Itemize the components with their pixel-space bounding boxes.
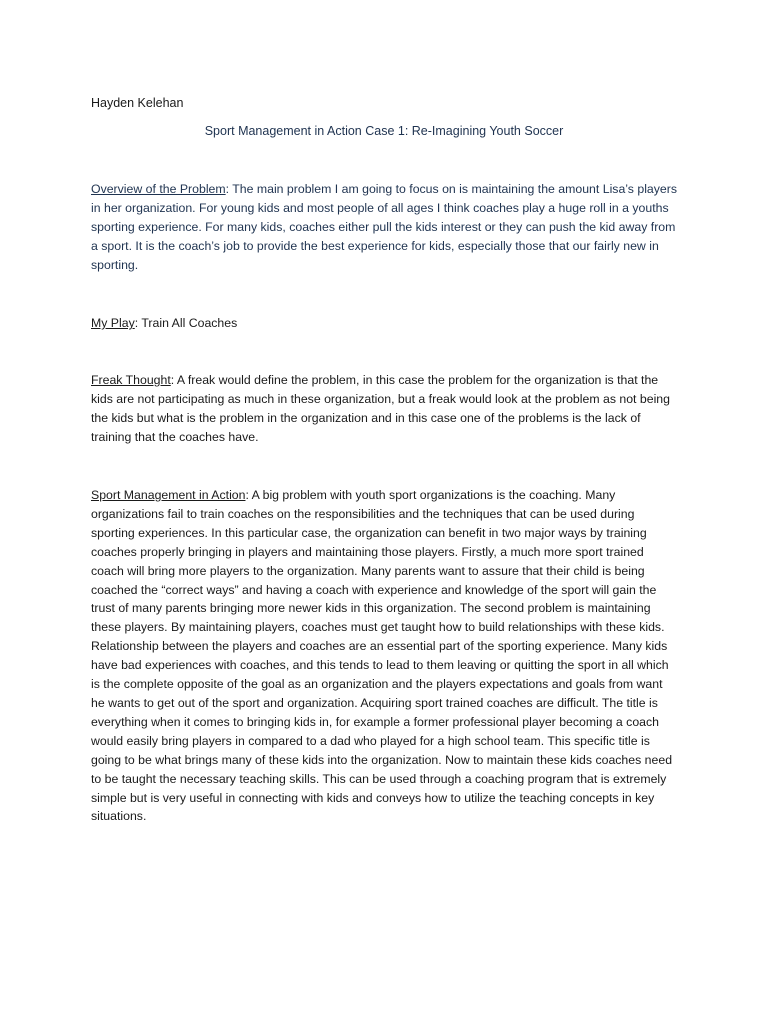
section-heading-my-play: My Play <box>91 316 135 330</box>
section-separator: : <box>134 316 139 330</box>
section-heading-freak-thought: Freak Thought <box>91 373 171 387</box>
section-heading-sport-management: Sport Management in Action <box>91 488 246 502</box>
section-separator: : <box>245 488 249 502</box>
section-text-freak-thought: A freak would define the problem, in this case the problem for the organization is that the kids are not participating as much in these organization, but a freak would look at the problem as not being the kids but what is the problem in the organization and in this case one of the problems is the lack of training that the coaches have. <box>91 373 670 444</box>
section-text-my-play: Train All Coaches <box>138 316 238 330</box>
section-separator: : <box>170 373 175 387</box>
section-separator: : <box>225 182 230 196</box>
section-sport-management <box>91 486 679 826</box>
document-title: Sport Management in Action Case 1: Re-Imagining Youth Soccer <box>204 124 564 138</box>
section-my-play <box>91 314 679 333</box>
author-name: Hayden Kelehan <box>91 96 184 110</box>
section-overview <box>91 180 679 275</box>
section-heading-overview: Overview of the Problem <box>91 182 226 196</box>
section-freak-thought <box>91 371 679 447</box>
section-text-sport-management: A big problem with youth sport organizations is the coaching. Many organizations fail to train coaches on the responsibilities and the techniques that can be used during sporting experiences. In this particular case, the organization can benefit in two major ways by training coaches properly bringing in players and maintaining those players. Firstly, a much more sport trained coach will bring more players to the organization. Many parents want to assure that their child is being coached the “correct ways” and having a coach with experience and knowledge of the sport will gain the trust of many parents bringing more newer kids in this organization. The second problem is maintaining these players. By maintaining players, coaches must get taught how to build relationships with these kids. Relationship between the players and coaches are an essential part of the sporting experience. Many kids have bad experiences with coaches, and this tends to lead to them leaving or quitting the sport in all which is the complete opposite of the goal as an organization and the players expectations and goals from want he wants to get out of the sport and organization. Acquiring sport trained coaches are difficult. The title is everything when it comes to bringing kids in, for example a former professional player becoming a coach would easily bring players in compared to a dad who played for a high school team. This specific title is going to be what brings many of these kids into the organization. Now to maintain these kids coaches need to be taught the necessary teaching skills. This can be used through a coaching program that is extremely simple but is very useful in connecting with kids and conveys how to utilize the teaching concepts in key situations. <box>91 488 673 824</box>
section-text-overview: The main problem I am going to focus on is maintaining the amount Lisa’s players in her organization. For young kids and most people of all ages I think coaches play a huge roll in a youths sporting experience. For many kids, coaches either pull the kids interest or they can push the kid away from a sport. It is the coach’s job to provide the best experience for kids, especially those that our fairly new in sporting. <box>91 182 678 272</box>
